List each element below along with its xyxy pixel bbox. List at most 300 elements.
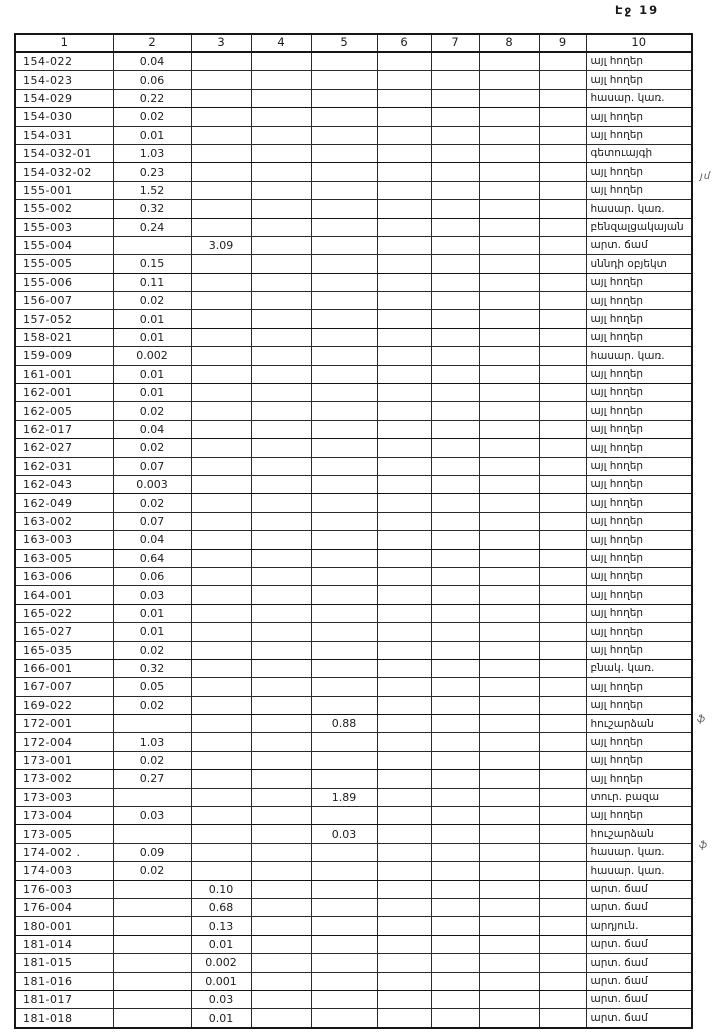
- value-cell: [431, 475, 479, 493]
- value-cell: [431, 641, 479, 659]
- table-row: [15, 990, 692, 1008]
- value-cell: [539, 402, 586, 420]
- value-cell: [539, 715, 586, 733]
- value-cell: [191, 512, 251, 530]
- value-cell: [191, 181, 251, 199]
- value-cell: [539, 935, 586, 953]
- parcel-id-cell: 165-035: [15, 641, 113, 659]
- value-cell: [251, 420, 311, 438]
- column-header-4: 4: [251, 34, 311, 52]
- value-cell: [539, 954, 586, 972]
- value-cell: [251, 825, 311, 843]
- value-cell: [431, 108, 479, 126]
- value-cell: [251, 567, 311, 585]
- parcel-id-cell: 173-003: [15, 788, 113, 806]
- table-row: [15, 365, 692, 383]
- value-cell: [113, 825, 191, 843]
- value-cell: [311, 52, 377, 71]
- value-cell: [377, 751, 431, 769]
- parcel-id-cell: 154-029: [15, 89, 113, 107]
- value-cell: [539, 384, 586, 402]
- value-cell: [539, 586, 586, 604]
- value-cell: 0.07: [113, 457, 191, 475]
- parcel-id-cell: 154-032-01: [15, 144, 113, 162]
- value-cell: [311, 641, 377, 659]
- column-header-1: 1: [15, 34, 113, 52]
- value-cell: [251, 365, 311, 383]
- value-cell: [251, 549, 311, 567]
- value-cell: 0.01: [113, 328, 191, 346]
- value-cell: [377, 917, 431, 935]
- value-cell: [431, 218, 479, 236]
- parcel-id-cell: 154-032-02: [15, 163, 113, 181]
- value-cell: [479, 439, 539, 457]
- table-row: [15, 126, 692, 144]
- parcel-id-cell: 173-002: [15, 770, 113, 788]
- table-row: [15, 236, 692, 254]
- value-cell: 0.01: [113, 623, 191, 641]
- value-cell: [539, 200, 586, 218]
- value-cell: [431, 310, 479, 328]
- value-cell: [479, 678, 539, 696]
- table-row: [15, 862, 692, 880]
- parcel-id-cell: 162-017: [15, 420, 113, 438]
- value-cell: [191, 420, 251, 438]
- value-cell: [191, 494, 251, 512]
- value-cell: [191, 788, 251, 806]
- parcel-id-cell: 166-001: [15, 659, 113, 677]
- value-cell: [251, 604, 311, 622]
- land-use-cell: այլ հողեր: [586, 531, 692, 549]
- value-cell: [431, 181, 479, 199]
- value-cell: [431, 604, 479, 622]
- value-cell: [479, 935, 539, 953]
- value-cell: [191, 531, 251, 549]
- value-cell: [479, 218, 539, 236]
- value-cell: [251, 586, 311, 604]
- value-cell: [377, 807, 431, 825]
- value-cell: [431, 843, 479, 861]
- value-cell: [311, 880, 377, 898]
- value-cell: [431, 880, 479, 898]
- value-cell: [431, 696, 479, 714]
- value-cell: [431, 494, 479, 512]
- value-cell: [479, 273, 539, 291]
- value-cell: [539, 531, 586, 549]
- value-cell: 0.24: [113, 218, 191, 236]
- value-cell: [251, 862, 311, 880]
- value-cell: [251, 512, 311, 530]
- value-cell: [431, 328, 479, 346]
- value-cell: [251, 972, 311, 990]
- value-cell: 0.01: [113, 126, 191, 144]
- value-cell: [539, 512, 586, 530]
- value-cell: [431, 715, 479, 733]
- value-cell: [479, 255, 539, 273]
- value-cell: 0.01: [113, 365, 191, 383]
- value-cell: [311, 328, 377, 346]
- value-cell: [431, 659, 479, 677]
- value-cell: [539, 825, 586, 843]
- column-header-3: 3: [191, 34, 251, 52]
- value-cell: [251, 126, 311, 144]
- table-row: [15, 144, 692, 162]
- table-row: [15, 420, 692, 438]
- value-cell: 0.06: [113, 567, 191, 585]
- parcel-id-cell: 155-001: [15, 181, 113, 199]
- value-cell: [311, 236, 377, 254]
- value-cell: [479, 144, 539, 162]
- land-use-cell: այլ հողեր: [586, 439, 692, 457]
- value-cell: [539, 273, 586, 291]
- land-use-cell: արտ. ճամ: [586, 954, 692, 972]
- value-cell: [539, 218, 586, 236]
- value-cell: [191, 843, 251, 861]
- value-cell: [479, 715, 539, 733]
- value-cell: [479, 402, 539, 420]
- value-cell: [431, 990, 479, 1008]
- parcel-id-cell: 181-017: [15, 990, 113, 1008]
- value-cell: 0.002: [113, 347, 191, 365]
- value-cell: [431, 825, 479, 843]
- value-cell: [539, 678, 586, 696]
- value-cell: [479, 898, 539, 916]
- value-cell: [377, 89, 431, 107]
- value-cell: [479, 659, 539, 677]
- value-cell: [191, 825, 251, 843]
- value-cell: [431, 807, 479, 825]
- value-cell: [539, 310, 586, 328]
- table-row: [15, 843, 692, 861]
- value-cell: [431, 972, 479, 990]
- value-cell: [539, 641, 586, 659]
- value-cell: 0.03: [191, 990, 251, 1008]
- table-row: [15, 807, 692, 825]
- value-cell: [377, 733, 431, 751]
- parcel-id-cell: 164-001: [15, 586, 113, 604]
- value-cell: 0.02: [113, 292, 191, 310]
- value-cell: 0.02: [113, 439, 191, 457]
- value-cell: [113, 788, 191, 806]
- value-cell: [377, 494, 431, 512]
- parcel-id-cell: 165-022: [15, 604, 113, 622]
- value-cell: [191, 71, 251, 89]
- value-cell: 0.32: [113, 659, 191, 677]
- land-use-cell: այլ հողեր: [586, 641, 692, 659]
- value-cell: 0.02: [113, 696, 191, 714]
- value-cell: [113, 935, 191, 953]
- value-cell: [251, 89, 311, 107]
- value-cell: [539, 163, 586, 181]
- value-cell: 0.15: [113, 255, 191, 273]
- value-cell: [539, 990, 586, 1008]
- value-cell: [191, 126, 251, 144]
- value-cell: [479, 384, 539, 402]
- value-cell: [377, 788, 431, 806]
- value-cell: [431, 567, 479, 585]
- value-cell: 1.03: [113, 733, 191, 751]
- value-cell: [479, 236, 539, 254]
- land-use-cell: տուր. բազա: [586, 788, 692, 806]
- value-cell: [377, 898, 431, 916]
- value-cell: 0.04: [113, 52, 191, 71]
- table-row: [15, 770, 692, 788]
- value-cell: [377, 126, 431, 144]
- value-cell: [251, 770, 311, 788]
- table-row: [15, 108, 692, 126]
- parcel-id-cell: 155-003: [15, 218, 113, 236]
- value-cell: 0.02: [113, 108, 191, 126]
- parcel-id-cell: 159-009: [15, 347, 113, 365]
- value-cell: [431, 384, 479, 402]
- table-row: [15, 788, 692, 806]
- value-cell: [377, 954, 431, 972]
- value-cell: [311, 347, 377, 365]
- parcel-id-cell: 162-005: [15, 402, 113, 420]
- value-cell: [431, 1009, 479, 1028]
- value-cell: 0.07: [113, 512, 191, 530]
- value-cell: [431, 292, 479, 310]
- value-cell: [479, 770, 539, 788]
- value-cell: [539, 770, 586, 788]
- value-cell: [539, 108, 586, 126]
- value-cell: [311, 696, 377, 714]
- value-cell: [479, 641, 539, 659]
- table-row: [15, 825, 692, 843]
- value-cell: [431, 733, 479, 751]
- value-cell: [479, 531, 539, 549]
- land-use-cell: հուշարձան: [586, 825, 692, 843]
- table-row: [15, 549, 692, 567]
- land-use-cell: հասար. կառ.: [586, 862, 692, 880]
- land-use-cell: այլ հողեր: [586, 494, 692, 512]
- value-cell: [377, 843, 431, 861]
- value-cell: [377, 770, 431, 788]
- value-cell: [377, 144, 431, 162]
- value-cell: [311, 108, 377, 126]
- value-cell: [113, 880, 191, 898]
- value-cell: [539, 659, 586, 677]
- value-cell: [311, 751, 377, 769]
- value-cell: [251, 990, 311, 1008]
- value-cell: 0.02: [113, 751, 191, 769]
- table-row: [15, 567, 692, 585]
- table-row: [15, 347, 692, 365]
- value-cell: [311, 218, 377, 236]
- value-cell: [377, 420, 431, 438]
- parcel-id-cell: 162-001: [15, 384, 113, 402]
- land-use-cell: հասար. կառ.: [586, 200, 692, 218]
- parcel-id-cell: 172-004: [15, 733, 113, 751]
- value-cell: [377, 696, 431, 714]
- table-row: [15, 531, 692, 549]
- value-cell: [539, 255, 586, 273]
- parcel-id-cell: 176-004: [15, 898, 113, 916]
- value-cell: [377, 236, 431, 254]
- value-cell: [377, 880, 431, 898]
- value-cell: [539, 843, 586, 861]
- table-row: [15, 52, 692, 71]
- land-use-cell: սննդի օբյեկտ: [586, 255, 692, 273]
- parcel-id-cell: 157-052: [15, 310, 113, 328]
- table-row: [15, 475, 692, 493]
- value-cell: [539, 788, 586, 806]
- land-use-cell: այլ հողեր: [586, 126, 692, 144]
- value-cell: [479, 586, 539, 604]
- column-header-10: 10: [586, 34, 692, 52]
- land-use-cell: այլ հողեր: [586, 163, 692, 181]
- value-cell: [377, 347, 431, 365]
- value-cell: [479, 549, 539, 567]
- table-row: [15, 512, 692, 530]
- value-cell: [251, 494, 311, 512]
- value-cell: [377, 825, 431, 843]
- value-cell: [191, 52, 251, 71]
- value-cell: [431, 365, 479, 383]
- value-cell: [431, 255, 479, 273]
- value-cell: [311, 163, 377, 181]
- table-row: [15, 678, 692, 696]
- value-cell: [251, 439, 311, 457]
- value-cell: [191, 310, 251, 328]
- value-cell: [251, 328, 311, 346]
- value-cell: [539, 347, 586, 365]
- parcel-id-cell: 154-031: [15, 126, 113, 144]
- parcel-id-cell: 154-023: [15, 71, 113, 89]
- value-cell: [479, 862, 539, 880]
- parcel-id-cell: 169-022: [15, 696, 113, 714]
- value-cell: [377, 862, 431, 880]
- value-cell: 0.88: [311, 715, 377, 733]
- land-use-cell: արտ. ճամ: [586, 898, 692, 916]
- value-cell: [311, 402, 377, 420]
- value-cell: [311, 954, 377, 972]
- value-cell: [479, 200, 539, 218]
- value-cell: 0.02: [113, 862, 191, 880]
- value-cell: [479, 512, 539, 530]
- value-cell: [311, 1009, 377, 1028]
- value-cell: [479, 310, 539, 328]
- value-cell: 1.03: [113, 144, 191, 162]
- land-use-cell: բենզալցակայան: [586, 218, 692, 236]
- value-cell: [479, 457, 539, 475]
- value-cell: [251, 733, 311, 751]
- land-use-cell: այլ հողեր: [586, 475, 692, 493]
- value-cell: [191, 567, 251, 585]
- value-cell: [377, 310, 431, 328]
- value-cell: [377, 108, 431, 126]
- parcel-id-cell: 163-003: [15, 531, 113, 549]
- table-row: [15, 328, 692, 346]
- value-cell: [479, 347, 539, 365]
- table-row: [15, 384, 692, 402]
- value-cell: [377, 512, 431, 530]
- table-row: [15, 917, 692, 935]
- value-cell: [191, 807, 251, 825]
- cadastre-parcel-table: [14, 33, 693, 1029]
- value-cell: [431, 200, 479, 218]
- value-cell: [311, 512, 377, 530]
- parcel-id-cell: 163-006: [15, 567, 113, 585]
- column-header-2: 2: [113, 34, 191, 52]
- parcel-id-cell: 167-007: [15, 678, 113, 696]
- value-cell: [311, 200, 377, 218]
- value-cell: [251, 880, 311, 898]
- land-use-cell: այլ հողեր: [586, 770, 692, 788]
- table-row: [15, 604, 692, 622]
- table-row: [15, 898, 692, 916]
- value-cell: [311, 531, 377, 549]
- value-cell: [431, 457, 479, 475]
- value-cell: [191, 475, 251, 493]
- value-cell: [311, 659, 377, 677]
- value-cell: [311, 365, 377, 383]
- value-cell: [251, 475, 311, 493]
- value-cell: [431, 549, 479, 567]
- value-cell: [431, 531, 479, 549]
- parcel-id-cell: 172-001: [15, 715, 113, 733]
- value-cell: [191, 255, 251, 273]
- value-cell: [539, 623, 586, 641]
- parcel-id-cell: 154-022: [15, 52, 113, 71]
- value-cell: [113, 1009, 191, 1028]
- value-cell: [539, 862, 586, 880]
- table-row: [15, 255, 692, 273]
- value-cell: [191, 862, 251, 880]
- value-cell: [479, 567, 539, 585]
- value-cell: [251, 935, 311, 953]
- value-cell: [191, 549, 251, 567]
- value-cell: [251, 402, 311, 420]
- value-cell: 0.002: [191, 954, 251, 972]
- table-row: [15, 439, 692, 457]
- land-use-cell: այլ հողեր: [586, 181, 692, 199]
- value-cell: [539, 567, 586, 585]
- table-row: [15, 751, 692, 769]
- table-row: [15, 733, 692, 751]
- table-row: [15, 972, 692, 990]
- value-cell: [377, 163, 431, 181]
- value-cell: [191, 770, 251, 788]
- value-cell: [377, 292, 431, 310]
- value-cell: [539, 549, 586, 567]
- value-cell: [251, 751, 311, 769]
- value-cell: [377, 457, 431, 475]
- value-cell: [311, 862, 377, 880]
- value-cell: [377, 71, 431, 89]
- value-cell: [191, 163, 251, 181]
- value-cell: [431, 439, 479, 457]
- value-cell: 0.001: [191, 972, 251, 990]
- value-cell: [191, 733, 251, 751]
- value-cell: [251, 788, 311, 806]
- value-cell: [377, 273, 431, 291]
- land-use-cell: հասար. կառ.: [586, 347, 692, 365]
- value-cell: [479, 954, 539, 972]
- handwritten-margin-mark: ֆ: [697, 714, 707, 725]
- table-row: [15, 163, 692, 181]
- value-cell: [539, 71, 586, 89]
- value-cell: [479, 475, 539, 493]
- page-number: Էջ 19: [615, 3, 660, 17]
- value-cell: [191, 89, 251, 107]
- value-cell: 0.68: [191, 898, 251, 916]
- table-row: [15, 623, 692, 641]
- value-cell: [539, 181, 586, 199]
- land-use-cell: այլ հողեր: [586, 108, 692, 126]
- value-cell: [251, 347, 311, 365]
- table-row: [15, 954, 692, 972]
